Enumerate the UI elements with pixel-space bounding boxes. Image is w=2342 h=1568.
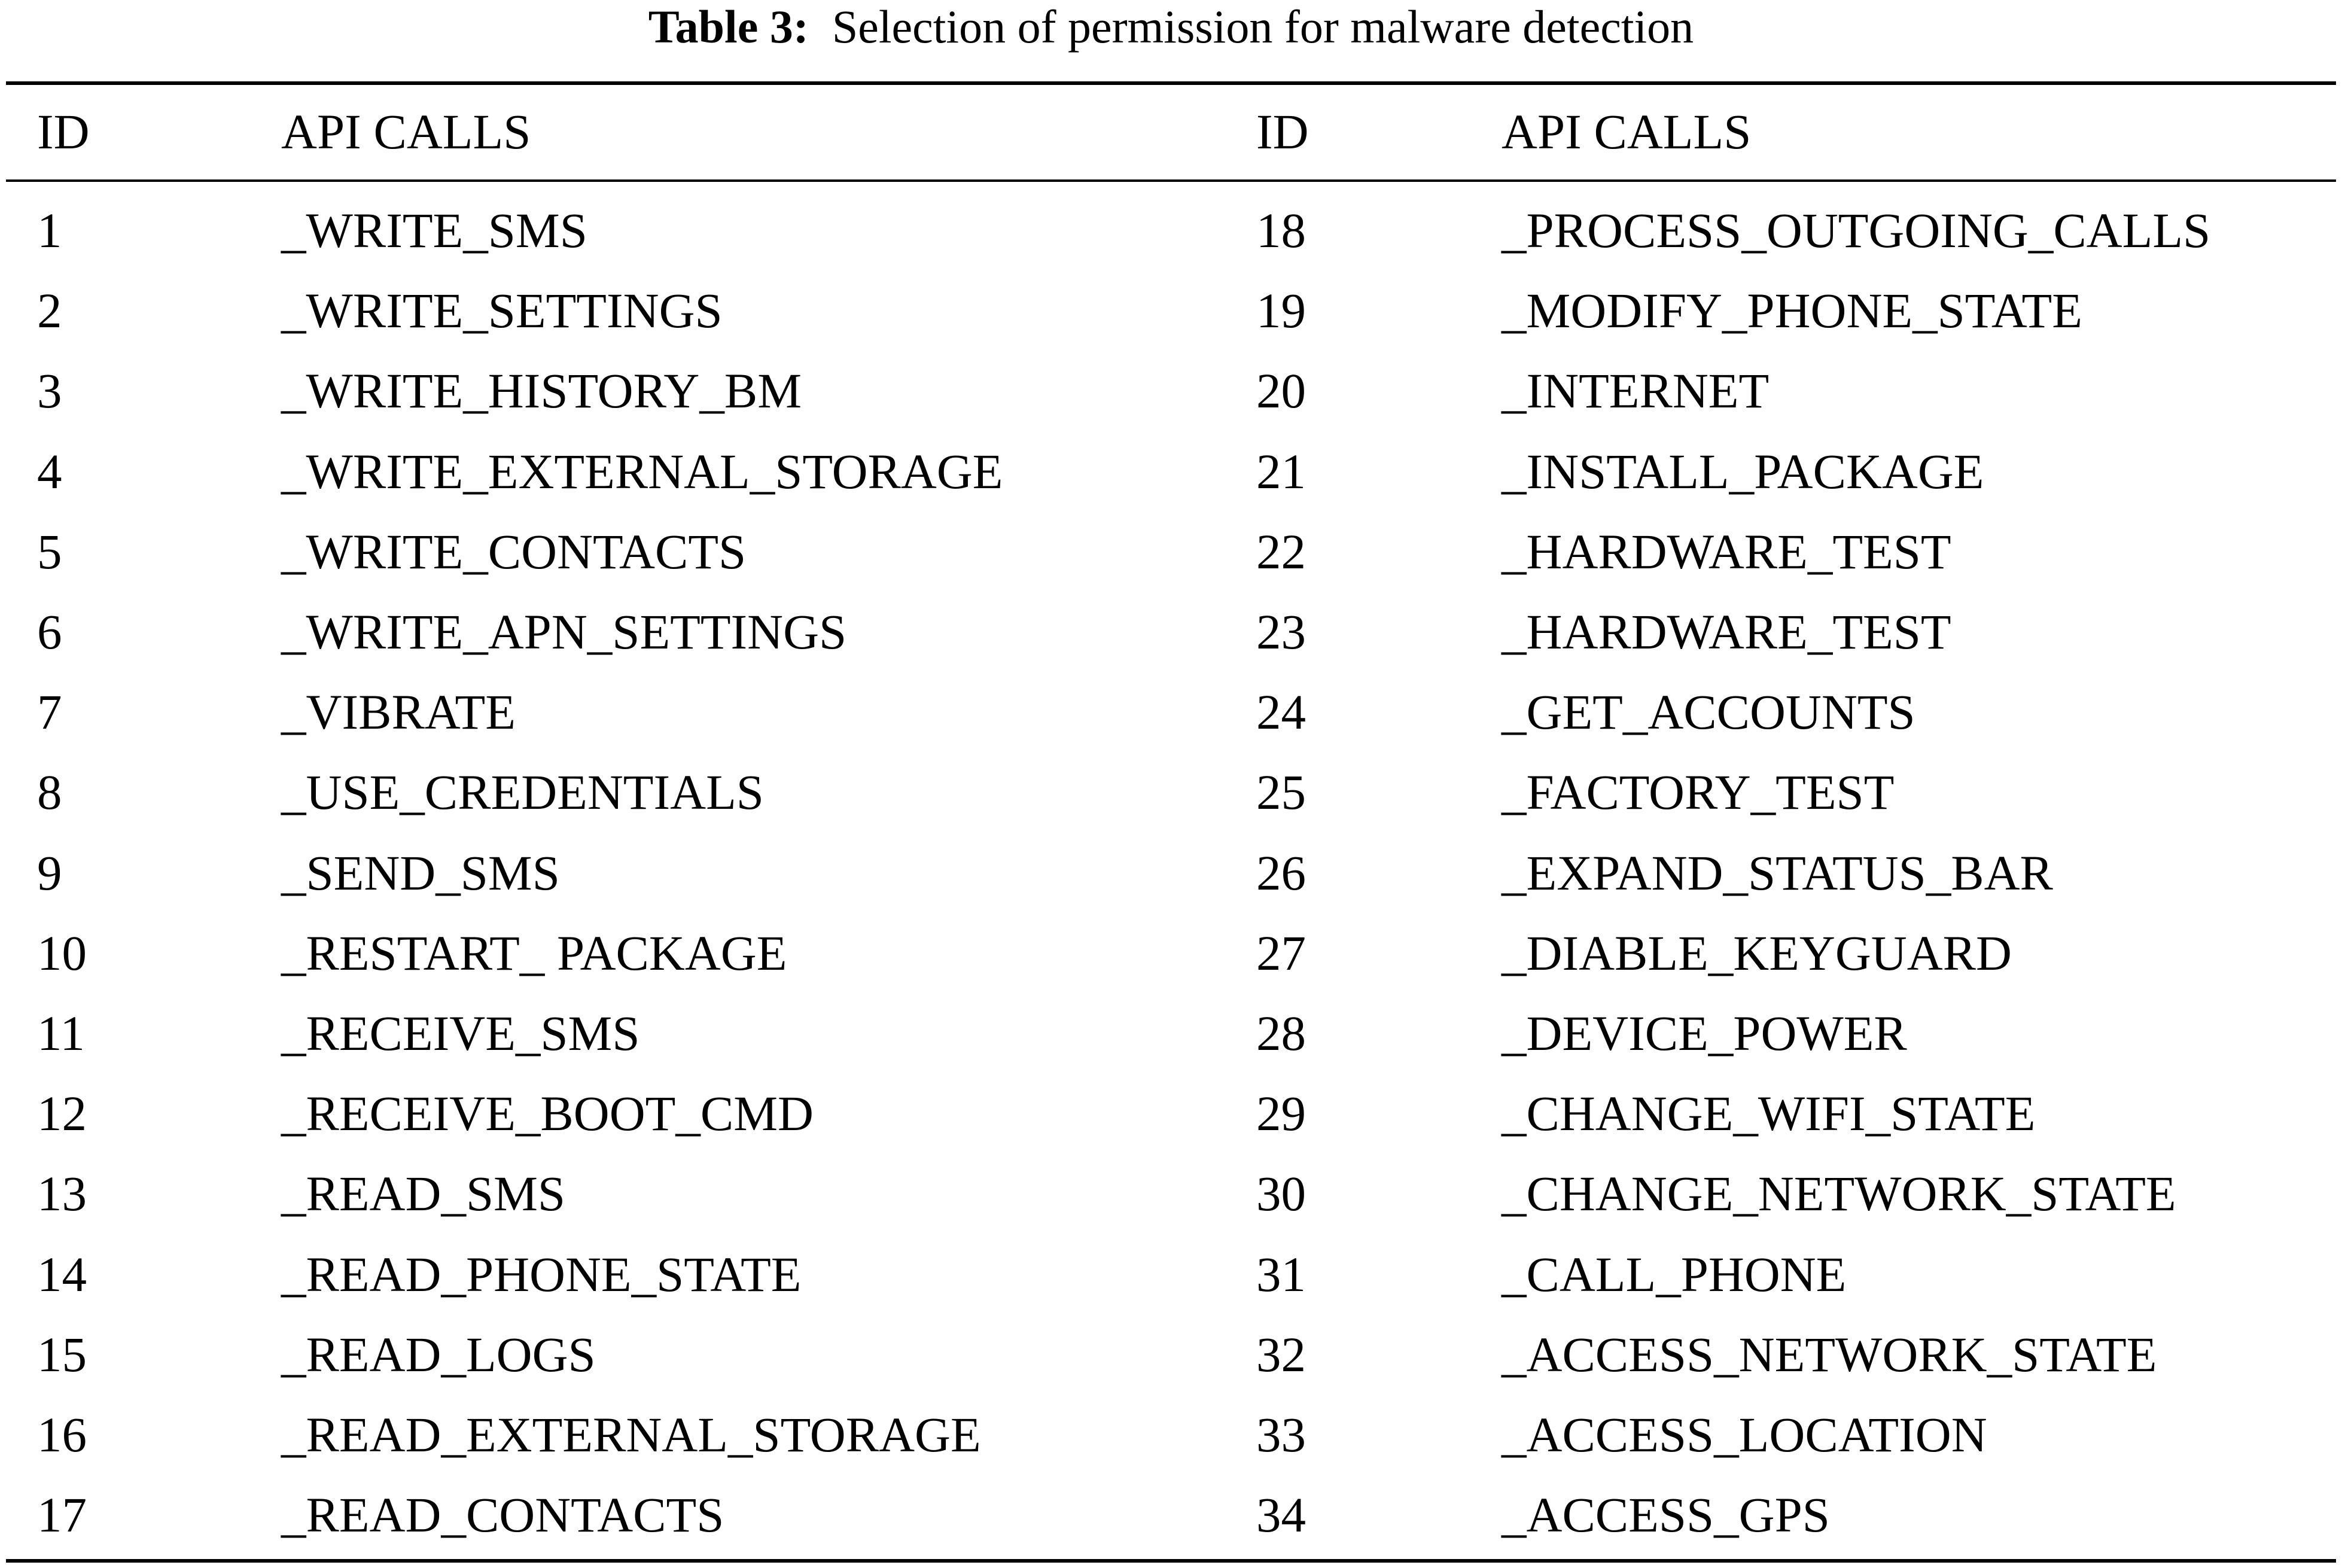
id-cell-left: 12 (37, 1086, 87, 1141)
id-cell-right: 33 (1256, 1407, 1306, 1462)
api-call-cell-right: _INTERNET (1502, 363, 1770, 418)
id-cell-left: 13 (37, 1166, 87, 1221)
id-cell-left: 3 (37, 363, 62, 418)
api-call-cell-right: _DIABLE_KEYGUARD (1502, 925, 2012, 981)
id-cell-right: 22 (1256, 524, 1306, 579)
id-cell-right: 19 (1256, 283, 1306, 338)
api-call-cell-left: _SEND_SMS (281, 845, 560, 900)
id-cell-left: 9 (37, 845, 62, 900)
id-cell-right: 27 (1256, 925, 1306, 981)
id-cell-left: 10 (37, 925, 87, 981)
api-call-cell-left: _READ_PHONE_STATE (281, 1247, 802, 1302)
id-cell-left: 4 (37, 444, 62, 499)
id-cell-right: 23 (1256, 604, 1306, 659)
api-call-cell-left: _VIBRATE (281, 684, 516, 739)
api-call-cell-right: _FACTORY_TEST (1502, 765, 1895, 820)
api-call-cell-left: _READ_EXTERNAL_STORAGE (281, 1407, 981, 1462)
id-cell-right: 26 (1256, 845, 1306, 900)
id-cell-right: 21 (1256, 444, 1306, 499)
id-cell-left: 7 (37, 684, 62, 739)
header-id-right: ID (1256, 104, 1309, 159)
api-call-cell-left: _WRITE_EXTERNAL_STORAGE (281, 444, 1003, 499)
id-cell-right: 25 (1256, 765, 1306, 820)
id-cell-left: 8 (37, 765, 62, 820)
api-call-cell-left: _USE_CREDENTIALS (281, 765, 764, 820)
api-call-cell-right: _PROCESS_OUTGOING_CALLS (1502, 203, 2211, 258)
id-cell-left: 15 (37, 1327, 87, 1382)
id-cell-left: 11 (37, 1006, 85, 1061)
header-id-left: ID (37, 104, 90, 159)
api-call-cell-left: _READ_SMS (281, 1166, 566, 1221)
id-cell-right: 30 (1256, 1166, 1306, 1221)
header-api-calls-right: API CALLS (1502, 104, 1752, 159)
api-call-cell-left: _READ_CONTACTS (281, 1487, 724, 1542)
id-cell-right: 34 (1256, 1487, 1306, 1542)
id-cell-left: 14 (37, 1247, 87, 1302)
id-cell-left: 2 (37, 283, 62, 338)
api-call-cell-left: _WRITE_CONTACTS (281, 524, 747, 579)
table-caption-label: Table 3: (648, 1, 809, 53)
api-call-cell-left: _WRITE_HISTORY_BM (281, 363, 802, 418)
id-cell-right: 31 (1256, 1247, 1306, 1302)
api-call-cell-right: _ACCESS_GPS (1502, 1487, 1830, 1542)
header-api-calls-left: API CALLS (281, 104, 531, 159)
api-call-cell-left: _READ_LOGS (281, 1327, 596, 1382)
api-call-cell-left: _WRITE_APN_SETTINGS (281, 604, 847, 659)
table-caption-text: Selection of permission for malware detection (832, 1, 1694, 53)
id-cell-left: 1 (37, 203, 62, 258)
id-cell-left: 16 (37, 1407, 87, 1462)
api-call-cell-right: _ACCESS_LOCATION (1502, 1407, 1987, 1462)
id-cell-right: 20 (1256, 363, 1306, 418)
id-cell-left: 5 (37, 524, 62, 579)
api-call-cell-right: _CHANGE_NETWORK_STATE (1502, 1166, 2176, 1221)
id-cell-right: 24 (1256, 684, 1306, 739)
api-call-cell-right: _MODIFY_PHONE_STATE (1502, 283, 2082, 338)
api-call-cell-left: _RESTART_ PACKAGE (281, 925, 787, 981)
id-cell-right: 28 (1256, 1006, 1306, 1061)
api-call-cell-left: _WRITE_SETTINGS (281, 283, 723, 338)
api-call-cell-right: _EXPAND_STATUS_BAR (1502, 845, 2053, 900)
api-call-cell-left: _RECEIVE_BOOT_CMD (281, 1086, 814, 1141)
api-call-cell-left: _WRITE_SMS (281, 203, 587, 258)
id-cell-left: 17 (37, 1487, 87, 1542)
api-call-cell-right: _HARDWARE_TEST (1502, 604, 1951, 659)
api-call-cell-right: _INSTALL_PACKAGE (1502, 444, 1984, 499)
id-cell-right: 29 (1256, 1086, 1306, 1141)
api-call-cell-right: _GET_ACCOUNTS (1502, 684, 1915, 739)
api-call-cell-right: _HARDWARE_TEST (1502, 524, 1951, 579)
id-cell-right: 32 (1256, 1327, 1306, 1382)
api-call-cell-right: _CHANGE_WIFI_STATE (1502, 1086, 2036, 1141)
api-call-cell-right: _DEVICE_POWER (1502, 1006, 1907, 1061)
api-call-cell-right: _ACCESS_NETWORK_STATE (1502, 1327, 2157, 1382)
table-bottom-rule (6, 1559, 2336, 1563)
id-cell-left: 6 (37, 604, 62, 659)
id-cell-right: 18 (1256, 203, 1306, 258)
api-call-cell-right: _CALL_PHONE (1502, 1247, 1847, 1302)
api-call-cell-left: _RECEIVE_SMS (281, 1006, 640, 1061)
